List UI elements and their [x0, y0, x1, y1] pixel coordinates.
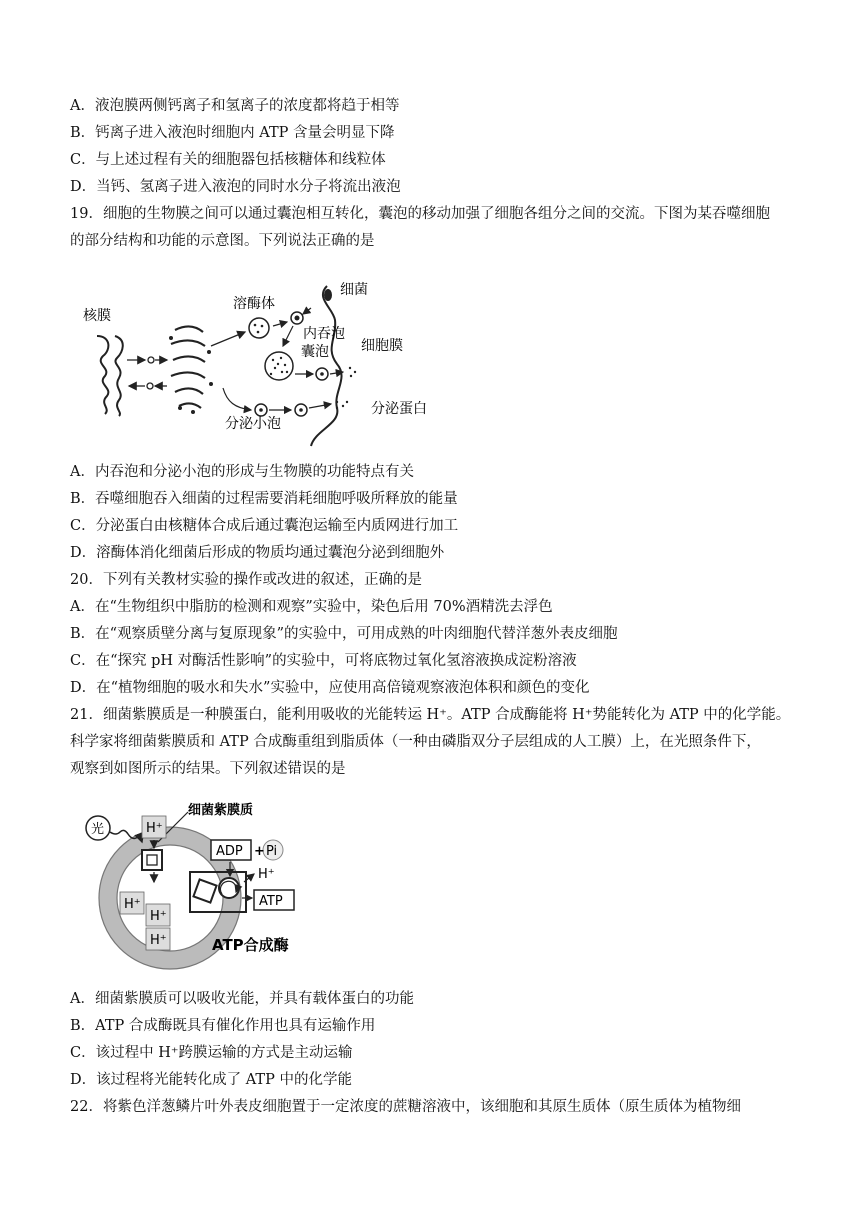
label-atp-synthase: ATP合成酶	[212, 936, 289, 954]
q20-option-b: B．在“观察质壁分离与复原现象”的实验中，可用成熟的叶肉细胞代替洋葱外表皮细胞	[70, 626, 618, 642]
label-pi: Pi	[266, 844, 278, 859]
q18-option-d: D．当钙、氢离子进入液泡的同时水分子将流出液泡	[70, 179, 401, 195]
q18-option-b: B．钙离子进入液泡时细胞内 ATP 含量会明显下降	[70, 125, 395, 141]
q21-stem-line2: 科学家将细菌紫膜质和 ATP 合成酶重组到脂质体（一种由磷脂双分子层组成的人工膜）上，在光照条件下，	[70, 734, 761, 750]
label-cell-membrane: 细胞膜	[361, 338, 403, 354]
label-atp: ATP	[259, 894, 283, 909]
q20-option-d: D．在“植物细胞的吸水和失水”实验中，应使用高倍镜观察液泡体积和颜色的变化	[70, 680, 590, 696]
q21-option-d: D．该过程将光能转化成了 ATP 中的化学能	[70, 1072, 352, 1088]
q20-option-c: C．在“探究 pH 对酶活性影响”的实验中，可将底物过氧化氢溶液换成淀粉溶液	[70, 653, 577, 669]
label-adp: ADP	[216, 844, 243, 859]
cell-membrane-shape	[311, 286, 342, 446]
q18-option-c: C．与上述过程有关的细胞器包括核糖体和线粒体	[70, 152, 386, 168]
label-nuclear-membrane: 核膜	[83, 308, 111, 324]
q21-option-c: C．该过程中 H⁺跨膜运输的方式是主动运输	[70, 1045, 353, 1061]
q21-option-b: B．ATP 合成酶既具有催化作用也具有运输作用	[70, 1018, 376, 1034]
q21-liposome-diagram	[78, 798, 328, 973]
label-h-plus-inside-3: H⁺	[150, 933, 167, 948]
golgi-shape	[171, 326, 205, 408]
label-plus: +	[254, 844, 265, 859]
label-vesicle: 囊泡	[301, 344, 329, 360]
nuclear-membrane-shape	[97, 336, 123, 416]
bacteria-shape	[324, 289, 332, 301]
q20-option-a: A．在“生物组织中脂肪的检测和观察”实验中，染色后用 70%酒精洗去浮色	[70, 599, 553, 615]
q21-stem-line3: 观察到如图所示的结果。下列叙述错误的是	[70, 761, 346, 777]
q19-option-a: A．内吞泡和分泌小泡的形成与生物膜的功能特点有关	[70, 464, 414, 480]
label-h-plus-inside-2: H⁺	[150, 909, 167, 924]
q19-stem-line2: 的部分结构和功能的示意图。下列说法正确的是	[70, 233, 375, 249]
q20-stem: 20．下列有关教材实验的操作或改进的叙述，正确的是	[70, 572, 422, 588]
label-secretory-vesicle: 分泌小泡	[225, 416, 281, 432]
label-bacteria: 细菌	[340, 282, 368, 298]
q18-option-a: A．液泡膜两侧钙离子和氢离子的浓度都将趋于相等	[70, 98, 400, 114]
label-secretory-protein: 分泌蛋白	[371, 401, 427, 417]
q19-option-c: C．分泌蛋白由核糖体合成后通过囊泡运输至内质网进行加工	[70, 518, 459, 534]
label-light: 光	[91, 822, 105, 837]
lysosome-shape	[249, 318, 269, 338]
label-h-plus-outside: H⁺	[146, 821, 163, 836]
vesicle-shape	[265, 352, 293, 380]
q19-stem-line1: 19．细胞的生物膜之间可以通过囊泡相互转化，囊泡的移动加强了细胞各组分之间的交流。下图为某吞噬细胞	[70, 206, 770, 222]
label-endocytic-vesicle: 内吞泡	[303, 326, 345, 342]
label-h-plus-inside-1: H⁺	[124, 897, 141, 912]
q19-option-b: B．吞噬细胞吞入细菌的过程需要消耗细胞呼吸所释放的能量	[70, 491, 458, 507]
q21-stem-line1: 21．细菌紫膜质是一种膜蛋白，能利用吸收的光能转运 H⁺。ATP 合成酶能将 H⁺势能转化为 ATP 中的化学能。	[70, 707, 791, 723]
q19-cell-diagram	[75, 268, 450, 453]
q21-option-a: A．细菌紫膜质可以吸收光能，并具有载体蛋白的功能	[70, 991, 414, 1007]
label-lysosome: 溶酶体	[233, 296, 275, 312]
label-bacteriorhodopsin: 细菌紫膜质	[188, 803, 254, 818]
q19-option-d: D．溶酶体消化细菌后形成的物质均通过囊泡分泌到细胞外	[70, 545, 445, 561]
label-h-plus-out: H⁺	[258, 867, 275, 882]
q22-stem: 22．将紫色洋葱鳞片叶外表皮细胞置于一定浓度的蔗糖溶液中，该细胞和其原生质体（原生质体为植物细	[70, 1099, 741, 1115]
